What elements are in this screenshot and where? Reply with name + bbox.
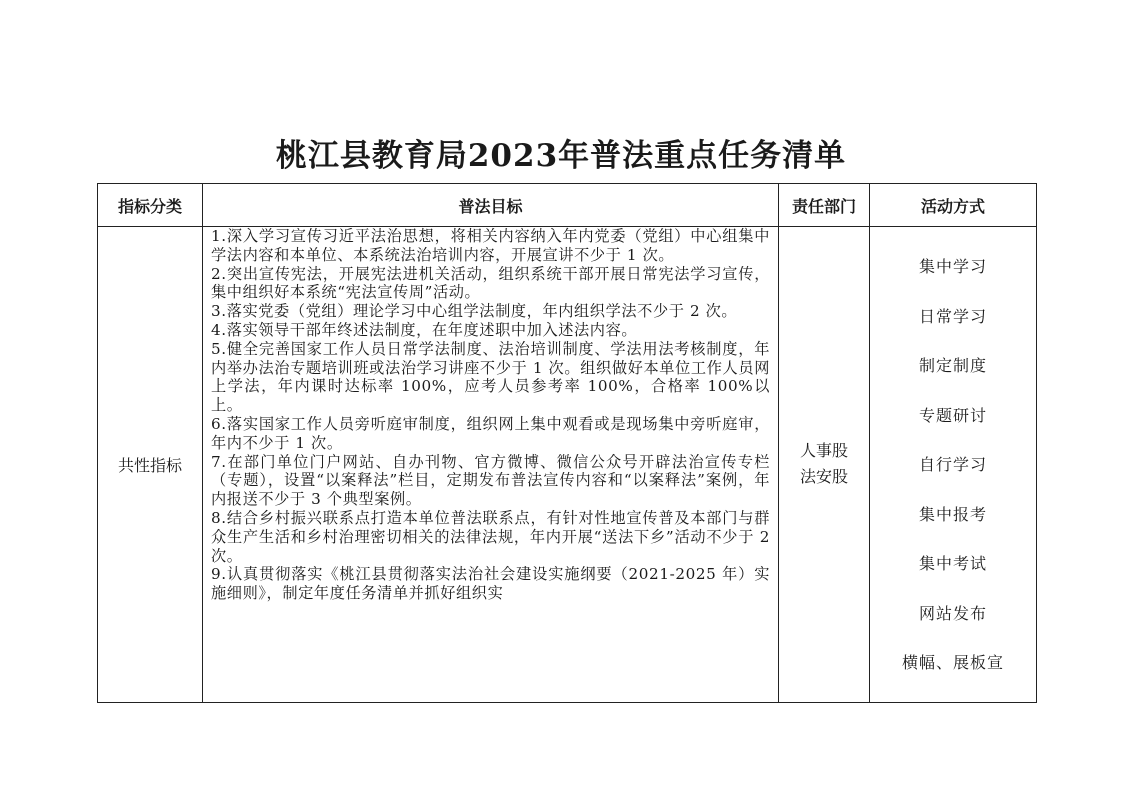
- goal-item-8: 8.结合乡村振兴联系点打造本单位普法联系点，有针对性地宣传普及本部门与群众生产生活和乡村治理密切相关的法律法规，年内开展“送法下乡”活动不少于 2 次。: [211, 508, 770, 565]
- method-item: 网站发布: [918, 603, 987, 623]
- method-item: 专题研讨: [918, 405, 987, 425]
- goal-item-6: 6.落实国家工作人员旁听庭审制度，组织网上集中观看或是现场集中旁听庭审，年内不少于 1 次。: [211, 414, 770, 452]
- department-cell: [779, 227, 870, 703]
- method-item: 自行学习: [918, 455, 987, 474]
- goal-item-9: 9.认真贯彻落实《桃江县贯彻落实法治社会建设实施纲要（2021-2025 年）实施细则》，制定年度任务清单并抓好组织实: [211, 565, 770, 603]
- goal-item-1: 1.深入学习宣传习近平法治思想，将相关内容纳入年内党委（党组）中心组集中学法内容和本单位、本系统法治培训内容，开展宣讲不少于 1 次。: [211, 227, 770, 264]
- header-goal: 普法目标: [203, 184, 779, 227]
- goal-item-7: 7.在部门单位门户网站、自办刊物、官方微博、微信公众号开辟法治宣传专栏（专题），设置“以案释法”栏目，定期发布普法宣传内容和“以案释法”案例，年内报送不少于 3 个典型案例。: [211, 452, 770, 509]
- table-header-row: [98, 184, 1037, 227]
- method-item: 集中学习: [918, 257, 987, 276]
- goal-item-5: 5.健全完善国家工作人员日常学法制度、法治培训制度、学法用法考核制度，年内举办法治专题培训班或法治学习讲座不少于 1 次。组织做好本单位工作人员网上学法，年内课时达标率 100%，应考人员参考率 100%，合格率 100%以上。: [211, 339, 770, 415]
- goal-item-3: 3.落实党委（党组）理论学习中心组学法制度，年内组织学法不少于 2 次。: [211, 302, 738, 321]
- category-cell: 共性指标: [98, 227, 203, 703]
- method-cell: [870, 227, 1037, 703]
- department-legal-security: 法安股: [799, 467, 848, 487]
- method-item: 集中报考: [918, 504, 987, 524]
- header-department: 责任部门: [779, 184, 870, 227]
- header-method: 活动方式: [870, 184, 1037, 227]
- department-personnel: 人事股: [799, 441, 848, 461]
- method-item: 集中考试: [918, 554, 987, 573]
- goal-item-2: 2.突出宣传宪法，开展宪法进机关活动，组织系统干部开展日常宪法学习宣传，集中组织好本系统“宪法宣传周”活动。: [211, 264, 770, 302]
- method-item: 日常学习: [918, 306, 987, 326]
- task-table: [97, 183, 1037, 703]
- table-row: [98, 227, 1037, 703]
- method-item: 制定制度: [918, 356, 987, 375]
- header-category: 指标分类: [98, 184, 203, 227]
- method-item: 横幅、展板宣: [901, 653, 1004, 672]
- document-title: 桃江县教育局2023年普法重点任务清单: [275, 138, 847, 174]
- goal-cell: [203, 227, 779, 703]
- goal-item-4: 4.落实领导干部年终述法制度，在年度述职中加入述法内容。: [211, 320, 638, 339]
